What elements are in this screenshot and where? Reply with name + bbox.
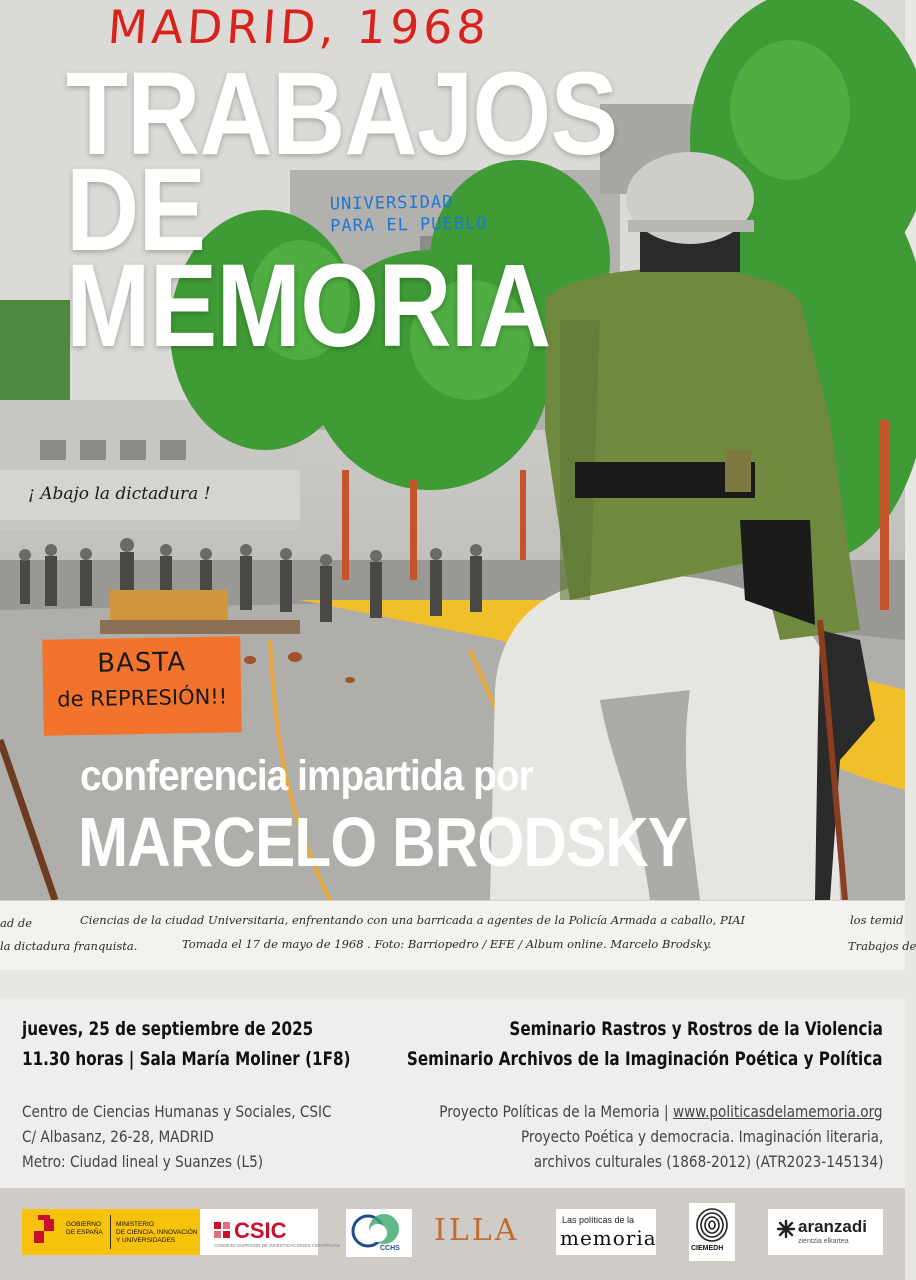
csic-mark-icon	[214, 1222, 230, 1238]
caption-line-1: Ciencias de la ciudad Universitaria, enfrentando con una barricada a agentes de la Policía Armada a caballo, PIAI	[80, 913, 746, 927]
csic-subtitle: CONSEJO SUPERIOR DE INVESTIGACIONES CIENTÍFICAS	[214, 1243, 340, 1248]
subtitle: conferencia impartida por	[80, 752, 533, 800]
project-2-line-1: Proyecto Poética y democracia. Imaginación literaria,	[520, 1127, 883, 1146]
event-details	[0, 998, 905, 1188]
venue-line-1: Centro de Ciencias Humanas y Sociales, CSIC	[22, 1102, 332, 1121]
fingerprint-icon	[695, 1207, 729, 1243]
project-website-link[interactable]: www.politicasdelamemoria.org	[673, 1102, 883, 1121]
aranzadi-subtitle: zientzia elkartea	[798, 1238, 849, 1245]
event-date: jueves, 25 de septiembre de 2025	[22, 1018, 314, 1040]
illa-text: ILLA	[434, 1213, 520, 1248]
venue-line-3: Metro: Ciudad lineal y Suanzes (L5)	[22, 1152, 264, 1171]
csic-logo	[200, 1209, 340, 1255]
ministry-line-1: MINISTERIO	[116, 1221, 154, 1228]
protest-banner: ¡ Abajo la dictadura !	[28, 484, 211, 504]
venue-line-2: C/ Albasanz, 26-28, MADRID	[22, 1127, 214, 1146]
caption-line-2-left: la dictadura franquista.	[0, 939, 138, 953]
building-sign	[330, 191, 488, 238]
gobierno-logo	[22, 1209, 200, 1255]
cchs-logo	[346, 1209, 412, 1257]
gobierno-line-1: GOBIERNO	[66, 1221, 102, 1228]
aranzadi-mark-icon	[776, 1219, 796, 1239]
project-2-line-2: archivos culturales (1868-2012) (ATR2023-145134)	[533, 1152, 883, 1171]
gobierno-line-2: DE ESPAÑA	[66, 1229, 103, 1236]
title-line-2: DE	[66, 144, 206, 276]
title-line-1: TRABAJOS	[66, 48, 618, 180]
memoria-small-text: Las políticas de la	[562, 1215, 635, 1225]
photo-caption	[0, 900, 916, 970]
aranzadi-logo	[768, 1209, 883, 1255]
ministry-line-3: Y UNIVERSIDADES	[116, 1237, 176, 1244]
protest-sign-line-1: BASTA	[96, 647, 187, 679]
sponsor-logos	[0, 1188, 905, 1280]
ciemedh-label: CIEMEDH	[691, 1245, 724, 1252]
protest-sign	[42, 636, 242, 735]
csic-name: CSIC	[234, 1218, 287, 1243]
caption-line-2-right: Trabajos de	[848, 939, 916, 953]
gobierno-text	[66, 1221, 103, 1237]
project-1-label: Proyecto Políticas de la Memoria |	[439, 1102, 674, 1121]
building-sign-line-2: PARA EL PUEBLO	[330, 213, 488, 237]
seminar-1: Seminario Rastros y Rostros de la Violencia	[509, 1018, 883, 1040]
caption-line-2: Tomada el 17 de mayo de 1968 . Foto: Barriopedro / EFE / Album online. Marcelo Brodsky.	[182, 937, 712, 951]
cchs-label: CCHS	[380, 1245, 400, 1252]
protest-sign-line-2: de REPRESIÓN!!	[57, 684, 228, 712]
title-line-3: MEMORIA	[66, 240, 551, 372]
ciemedh-logo	[689, 1203, 735, 1261]
illa-logo	[434, 1209, 532, 1255]
spain-coat-of-arms-icon	[30, 1215, 58, 1249]
caption-line-1-left: ad de	[0, 916, 33, 930]
politicas-memoria-logo	[556, 1209, 656, 1255]
memoria-big-text: memoria	[560, 1226, 657, 1250]
speaker-name: MARCELO BRODSKY	[78, 803, 688, 881]
building-sign-line-1: UNIVERSIDAD	[329, 192, 454, 215]
aranzadi-name: aranzadi	[798, 1217, 867, 1236]
ministry-text	[116, 1221, 198, 1245]
ministry-line-2: DE CIENCIA, INNOVACIÓN	[116, 1229, 198, 1236]
cchs-faces-icon	[346, 1209, 412, 1257]
caption-line-1-right: los temid	[850, 913, 904, 927]
handwritten-title: MADRID, 1968	[106, 0, 492, 54]
seminar-2: Seminario Archivos de la Imaginación Poética y Política	[407, 1048, 883, 1070]
event-time-place: 11.30 horas | Sala María Moliner (1F8)	[22, 1048, 351, 1070]
project-1	[440, 1102, 883, 1121]
logo-divider	[110, 1215, 111, 1249]
